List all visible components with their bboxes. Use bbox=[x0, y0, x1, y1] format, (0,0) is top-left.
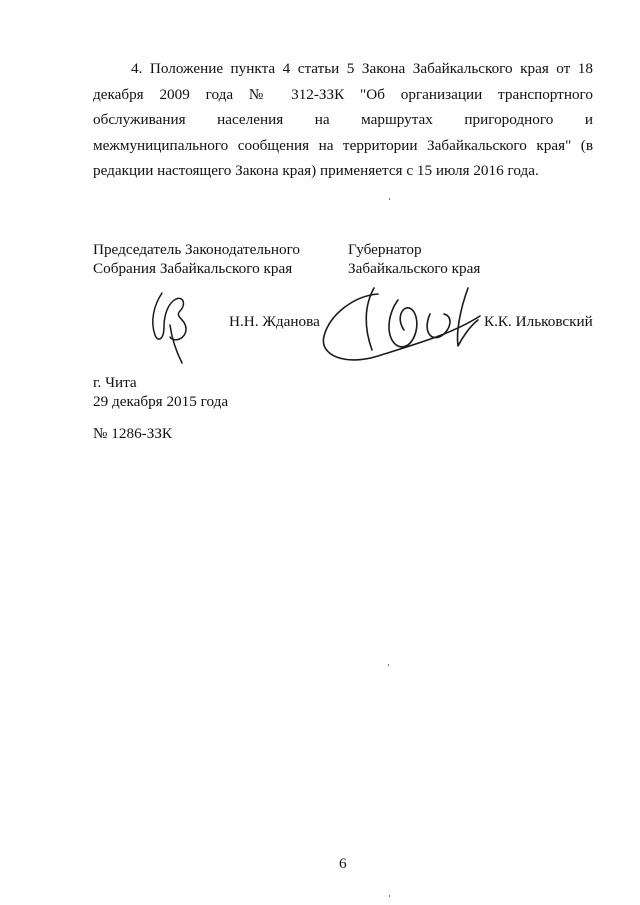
governor-title-line2: Забайкальского края bbox=[348, 260, 481, 277]
chairman-name: Н.Н. Жданова bbox=[229, 313, 320, 330]
governor-signature bbox=[316, 280, 491, 375]
scan-speck bbox=[389, 198, 390, 200]
signing-date: 29 декабря 2015 года bbox=[93, 393, 229, 410]
chairman-title-line1: Председатель Законодательного bbox=[93, 241, 301, 258]
scan-speck bbox=[388, 664, 389, 666]
law-paragraph: 4. Положение пункта 4 статьи 5 Закона Забайкальского края от 18 декабря 2009 года № 312-ЗЗК "Об организации транспортного обслуживания населения на маршрутах пригородного и межмуниципального сообщения на территории Забайкальского края" (в редакции настоящего Закона края) применяется с 15 июля 2016 года. bbox=[93, 60, 593, 179]
scan-speck bbox=[389, 895, 390, 897]
page-number: 6 bbox=[339, 855, 347, 872]
city: г. Чита bbox=[93, 374, 137, 391]
governor-title-line1: Губернатор bbox=[348, 241, 422, 258]
governor-name: К.К. Ильковский bbox=[484, 313, 593, 330]
law-number: № 1286-ЗЗК bbox=[93, 425, 173, 442]
chairman-signature bbox=[140, 285, 200, 370]
chairman-title-line2: Собрания Забайкальского края bbox=[93, 260, 293, 277]
